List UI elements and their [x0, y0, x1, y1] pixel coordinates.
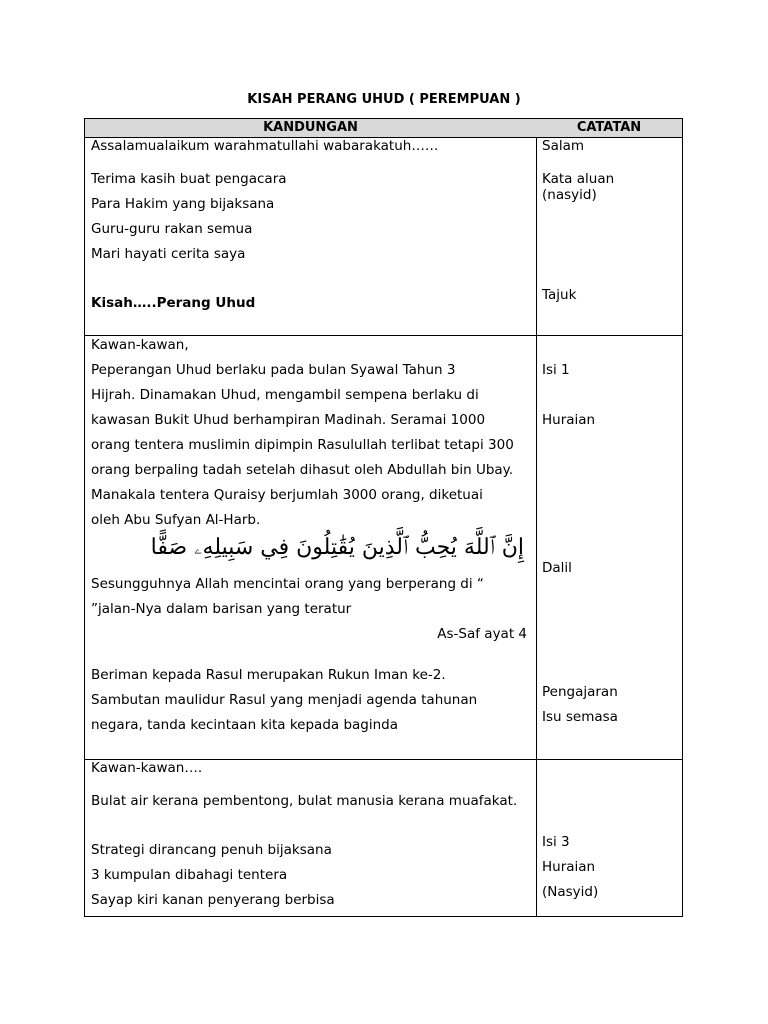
content-line: Guru-guru rakan semua — [91, 221, 253, 237]
quran-verse: إِنَّ ٱللَّهَ يُحِبُّ ٱلَّذِينَ يُقَٰتِلُونَ فِي سَبِيلِهِۦ صَفًّا — [150, 535, 524, 560]
document-title: KISAH PERANG UHUD ( PEREMPUAN ) — [247, 92, 521, 107]
note-isi: Isi 1 — [542, 362, 570, 378]
header-catatan: CATATAN — [576, 120, 642, 135]
lesson-line: negara, tanda kecintaan kita kepada baginda — [91, 717, 399, 733]
content-line: orang berpaling tadah setelah dihasut oleh Abdullah bin Ubay. — [91, 462, 514, 478]
table-row — [85, 336, 682, 760]
table-row — [85, 760, 682, 916]
content-line: Terima kasih buat pengacara — [91, 171, 287, 187]
content-line: orang tentera muslimin dipimpin Rasulullah terlibat tetapi 300 — [91, 437, 514, 453]
verse-reference: As-Saf ayat 4 — [437, 626, 527, 642]
content-line: Bulat air kerana pembentong, bulat manusia kerana muafakat. — [91, 793, 518, 809]
verse-translation: ”jalan-Nya dalam barisan yang teratur — [91, 601, 352, 617]
content-line: Kawan-kawan…. — [91, 760, 203, 776]
lesson-line: Sambutan maulidur Rasul yang menjadi agenda tahunan — [91, 692, 478, 708]
content-line: Kawan-kawan, — [91, 337, 189, 353]
note-dalil: Dalil — [542, 560, 572, 576]
verse-translation: Sesungguhnya Allah mencintai orang yang berperang di “ — [91, 576, 484, 592]
note-nasyid: (nasyid) — [542, 187, 597, 203]
content-line: oleh Abu Sufyan Al-Harb. — [91, 512, 261, 528]
content-line: Strategi dirancang penuh bijaksana — [91, 842, 332, 858]
content-line: Hijrah. Dinamakan Uhud, mengambil sempena berlaku di — [91, 387, 479, 403]
content-line: Sayap kiri kanan penyerang berbisa — [91, 892, 335, 908]
greeting-text: Assalamualaikum warahmatullahi wabarakatuh…… — [91, 138, 439, 154]
note-tajuk: Tajuk — [542, 287, 577, 303]
note-kata-aluan: Kata aluan — [542, 171, 615, 187]
note-pengajaran: Pengajaran — [542, 684, 618, 700]
note-isu-semasa: Isu semasa — [542, 709, 618, 725]
content-line: Peperangan Uhud berlaku pada bulan Syawal Tahun 3 — [91, 362, 456, 378]
table-row — [85, 138, 682, 336]
content-line: Para Hakim yang bijaksana — [91, 196, 275, 212]
lesson-line: Beriman kepada Rasul merupakan Rukun Iman ke-2. — [91, 667, 446, 683]
note-nasyid: (Nasyid) — [542, 884, 599, 900]
content-table — [84, 118, 683, 917]
header-kandungan: KANDUNGAN — [263, 120, 358, 135]
content-line: kawasan Bukit Uhud berhampiran Madinah. Seramai 1000 — [91, 412, 486, 428]
note-salam: Salam — [542, 138, 585, 154]
note-isi: Isi 3 — [542, 834, 570, 850]
table-header — [85, 119, 682, 138]
content-line: Mari hayati cerita saya — [91, 246, 246, 262]
content-line: Manakala tentera Quraisy berjumlah 3000 orang, diketuai — [91, 487, 483, 503]
note-huraian: Huraian — [542, 859, 596, 875]
content-line: 3 kumpulan dibahagi tentera — [91, 867, 288, 883]
note-huraian: Huraian — [542, 412, 596, 428]
section-heading: Kisah…..Perang Uhud — [91, 295, 256, 311]
